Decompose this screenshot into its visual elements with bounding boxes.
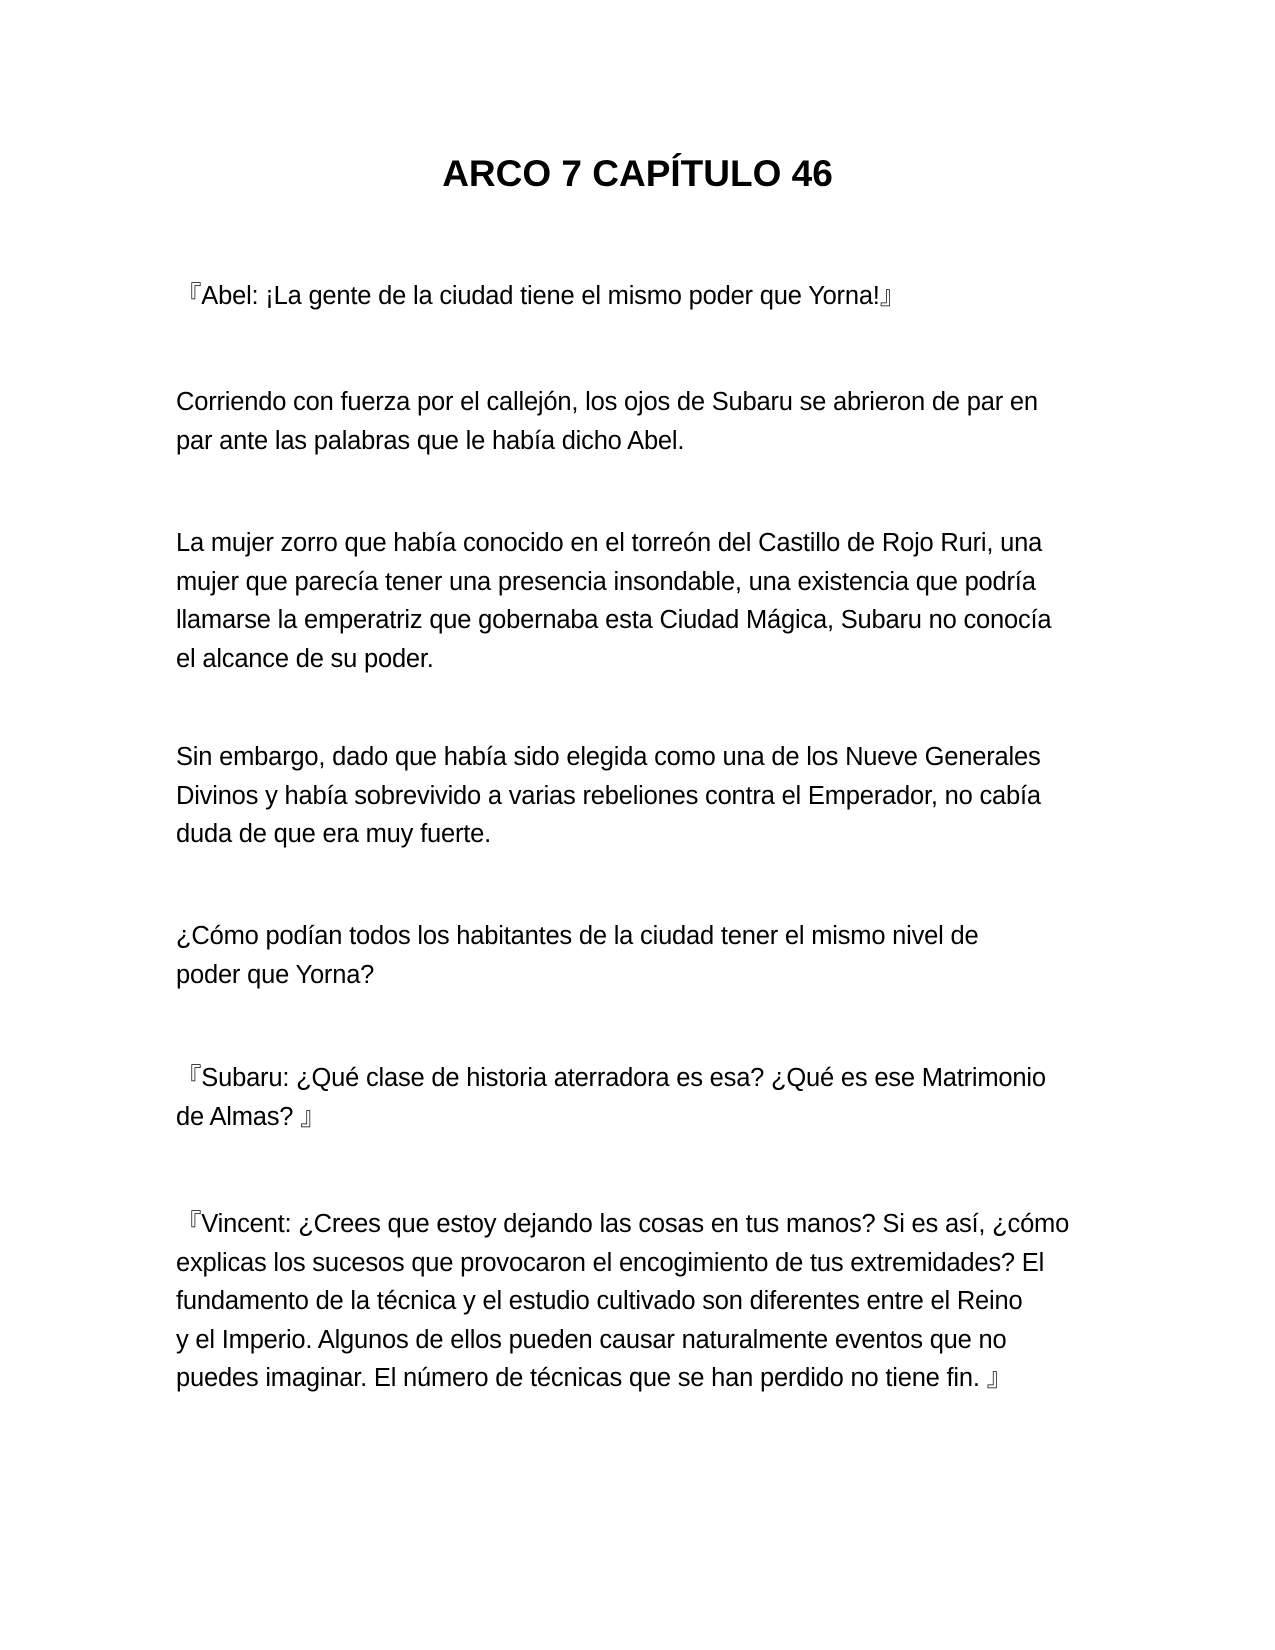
paragraph-narration-2: La mujer zorro que había conocido en el torreón del Castillo de Rojo Ruri, una mujer que parecía tener una presencia insondable, una existencia que podría llamarse la emperatriz que gobernaba esta Ciudad Mágica, Subaru no conocía el alcance de su poder. [176, 529, 1052, 673]
paragraph-narration-1: Corriendo con fuerza por el callejón, los ojos de Subaru se abrieron de par en par ante las palabras que le había dicho Abel. [176, 388, 1038, 455]
paragraph-abel-dialogue: 『Abel: ¡La gente de la ciudad tiene el mismo poder que Yorna!』 [176, 282, 905, 310]
paragraph-narration-4: ¿Cómo podían todos los habitantes de la ciudad tener el mismo nivel de poder que Yorna? [176, 922, 979, 989]
paragraph-narration-3: Sin embargo, dado que había sido elegida como una de los Nueve Generales Divinos y había sobrevivido a varias rebeliones contra el Emperador, no cabía duda de que era muy fuerte. [176, 743, 1041, 848]
paragraph-vincent-dialogue: 『Vincent: ¿Crees que estoy dejando las cosas en tus manos? Si es así, ¿cómo explicas los sucesos que provocaron el encogimiento de tus extremidades? El fundamento de la técnica y el estudio cultivado son diferentes entre el Reino y el Imperio. Algunos de ellos pueden causar naturalmente eventos que no puedes imaginar. El número de técnicas que se han perdido no tiene fin. 』 [176, 1210, 1070, 1392]
chapter-title: ARCO 7 CAPÍTULO 46 [442, 153, 833, 194]
paragraph-subaru-dialogue: 『Subaru: ¿Qué clase de historia aterradora es esa? ¿Qué es ese Matrimonio de Almas? 』 [176, 1064, 1046, 1131]
